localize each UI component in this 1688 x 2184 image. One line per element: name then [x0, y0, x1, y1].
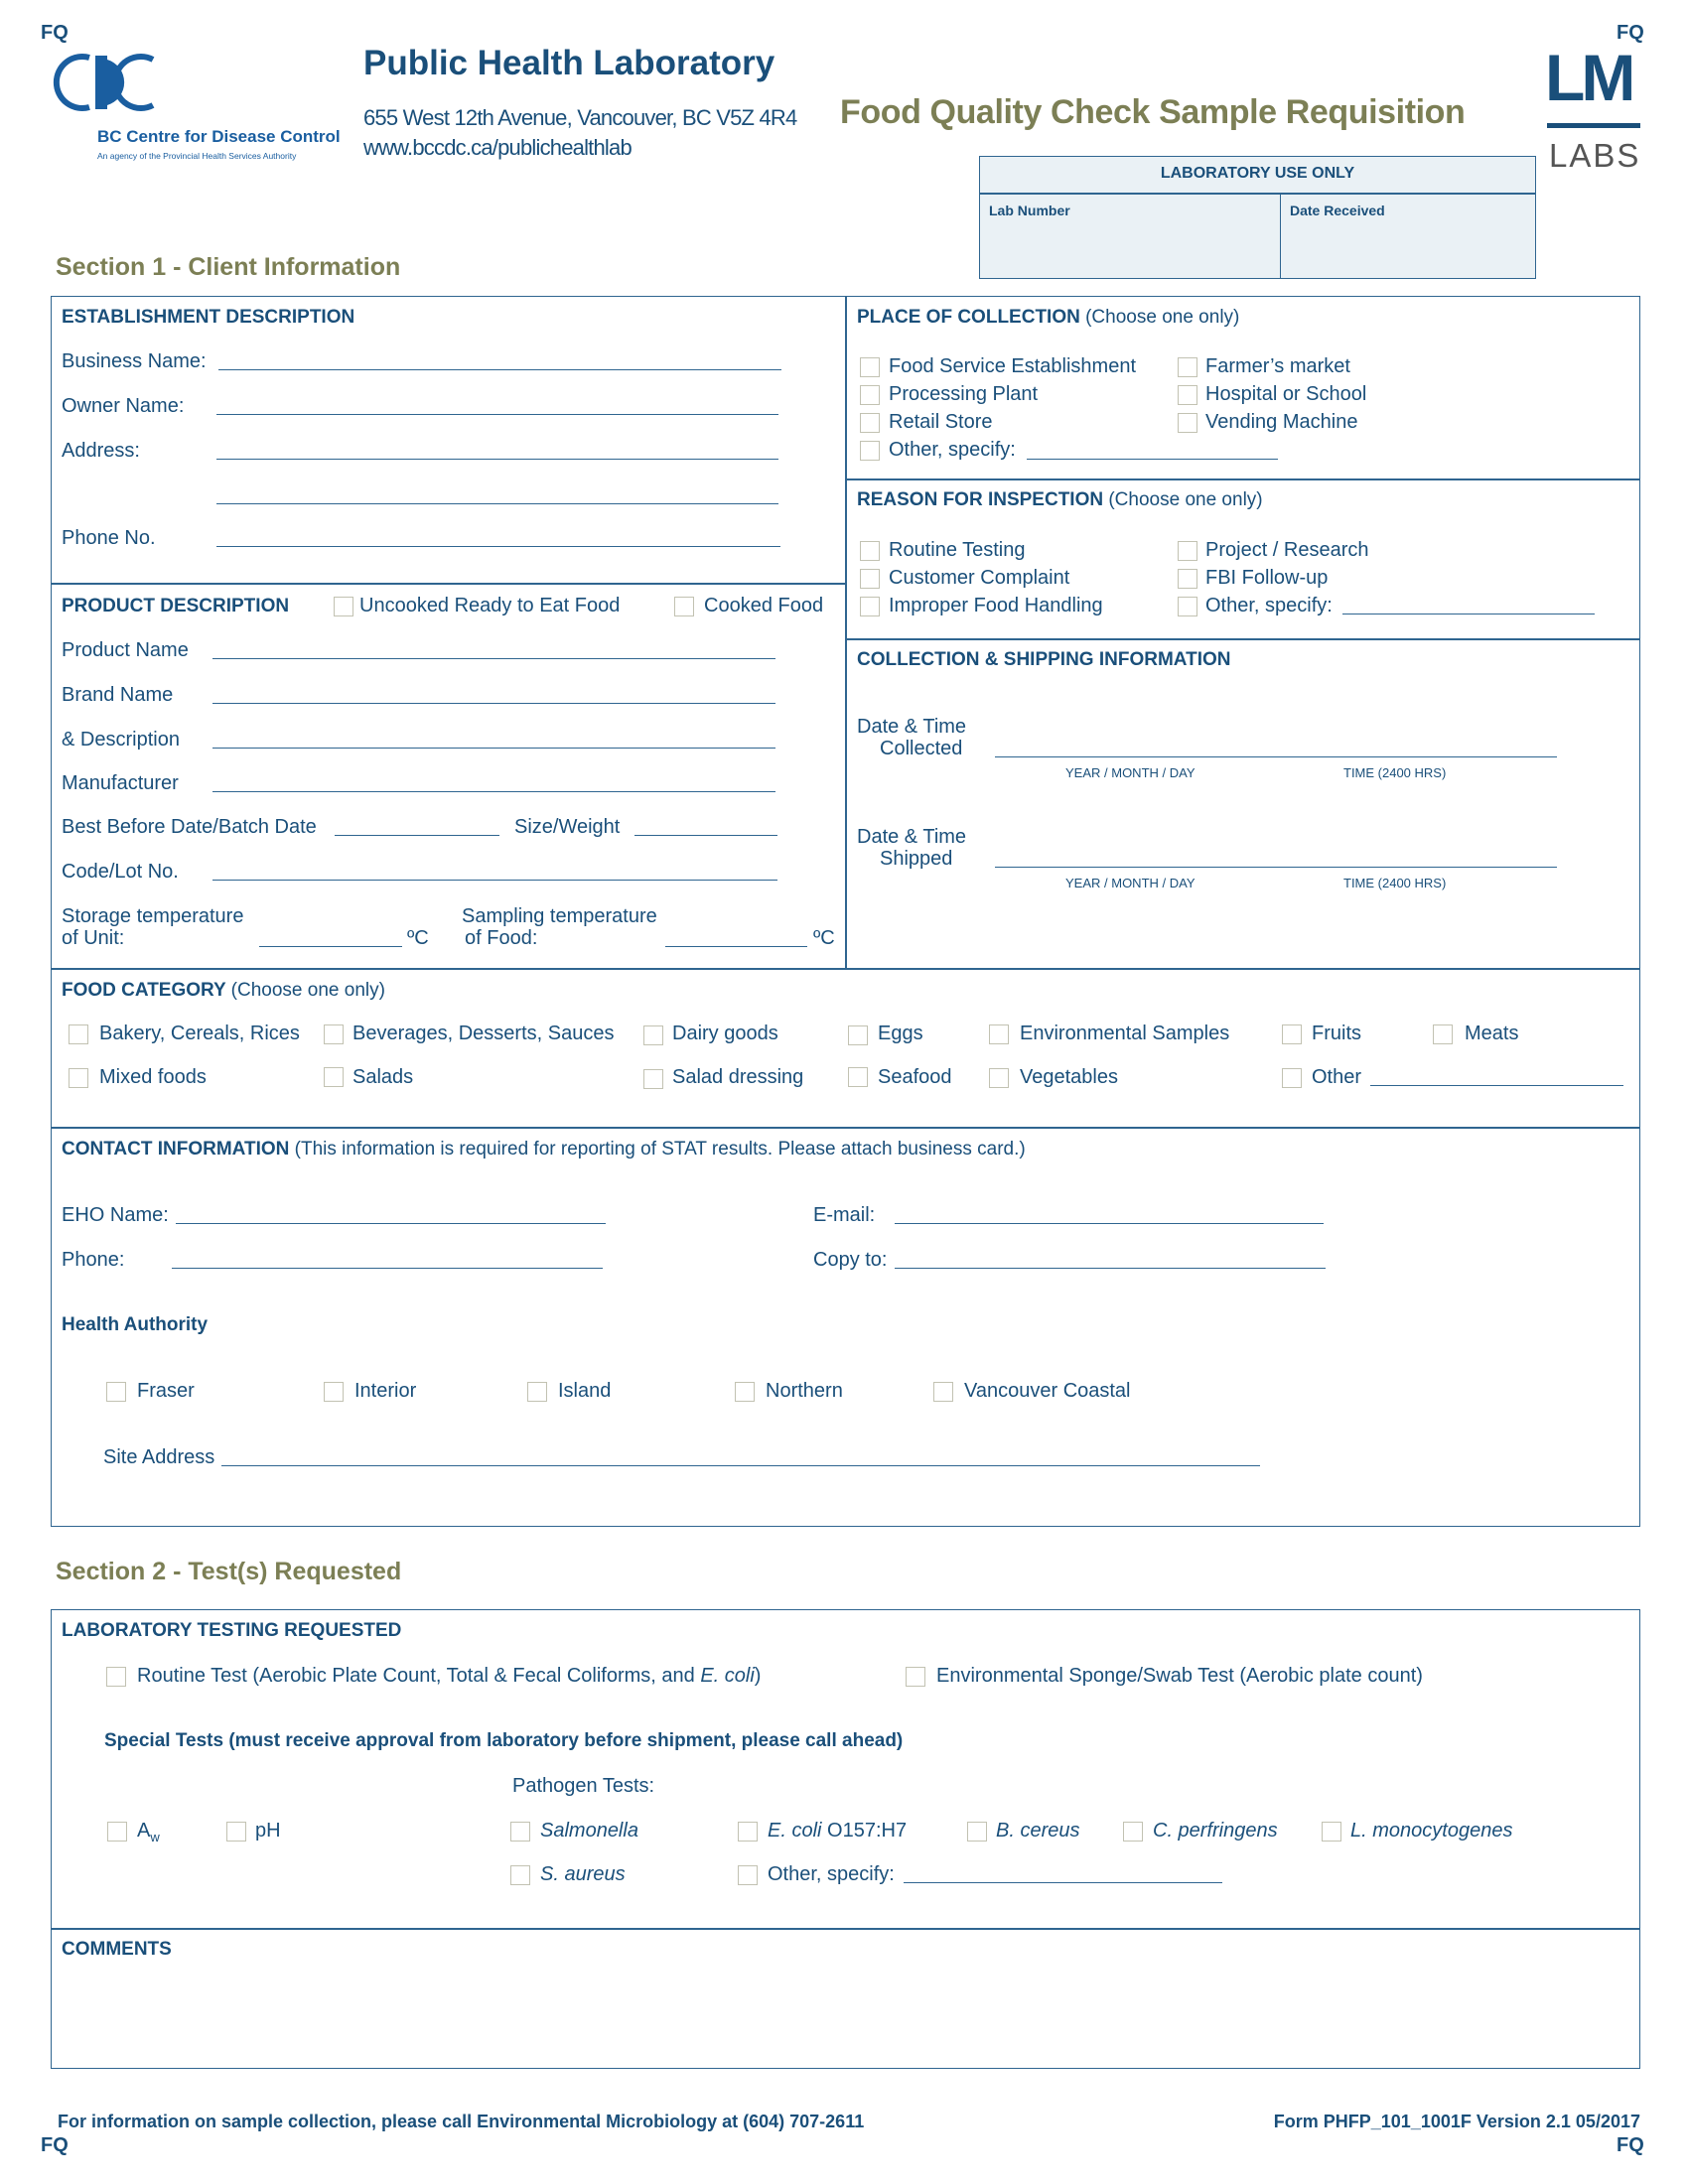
- product-name-field[interactable]: [212, 658, 775, 659]
- cperfringens-checkbox[interactable]: [1123, 1822, 1143, 1842]
- reason-heading: REASON FOR INSPECTION: [857, 489, 1104, 510]
- product-name-label: Product Name: [62, 639, 189, 661]
- description-label: & Description: [62, 729, 180, 751]
- uncooked-label: Uncooked Ready to Eat Food: [359, 595, 621, 616]
- lab-title: Public Health Laboratory: [363, 44, 775, 82]
- category-option: Vegetables: [1020, 1066, 1118, 1088]
- salad-dressing-checkbox[interactable]: [643, 1069, 663, 1089]
- reason-option: Customer Complaint: [889, 567, 1070, 589]
- lmonocytogenes-checkbox[interactable]: [1322, 1822, 1341, 1842]
- place-option: Hospital or School: [1205, 383, 1367, 405]
- date-hint: YEAR / MONTH / DAY: [1065, 765, 1196, 780]
- copy-to-label: Copy to:: [813, 1249, 888, 1271]
- fraser-checkbox[interactable]: [106, 1382, 126, 1402]
- place-other-checkbox[interactable]: [860, 441, 880, 461]
- meats-checkbox[interactable]: [1433, 1024, 1453, 1044]
- category-option: Eggs: [878, 1023, 923, 1044]
- pathogen-other-checkbox[interactable]: [738, 1865, 758, 1885]
- bcereus-checkbox[interactable]: [967, 1822, 987, 1842]
- address-field-line-2[interactable]: [216, 503, 778, 504]
- divider: [979, 193, 1536, 195]
- celsius-unit: ºC: [813, 927, 835, 949]
- place-option: Food Service Establishment: [889, 355, 1137, 377]
- routine-test-close: ): [754, 1665, 762, 1687]
- time-hint: TIME (2400 HRS): [1343, 765, 1447, 780]
- authority-option: Island: [558, 1380, 612, 1402]
- lmonocytogenes-label: L. monocytogenes: [1350, 1820, 1513, 1842]
- section-1-title: Section 1 - Client Information: [56, 253, 401, 281]
- lab-url[interactable]: www.bccdc.ca/publichealthlab: [363, 135, 632, 160]
- routine-test-text: Routine Test (Aerobic Plate Count, Total & Fecal Coliforms, and: [137, 1665, 701, 1687]
- divider: [845, 296, 847, 968]
- celsius-unit: ºC: [407, 927, 429, 949]
- date-hint: YEAR / MONTH / DAY: [1065, 876, 1196, 890]
- hospital-school-checkbox[interactable]: [1178, 385, 1197, 405]
- address-field[interactable]: [216, 459, 778, 460]
- divider: [51, 968, 1640, 970]
- category-option: Salads: [352, 1066, 414, 1088]
- vancouver-coastal-checkbox[interactable]: [933, 1382, 953, 1402]
- phone-field[interactable]: [216, 546, 780, 547]
- retail-store-checkbox[interactable]: [860, 413, 880, 433]
- processing-plant-checkbox[interactable]: [860, 385, 880, 405]
- authority-option: Vancouver Coastal: [964, 1380, 1131, 1402]
- corner-mark: FQ: [1617, 2134, 1644, 2156]
- lab-use-title: LABORATORY USE ONLY: [1160, 165, 1355, 182]
- improper-handling-checkbox[interactable]: [860, 597, 880, 616]
- section-2-title: Section 2 - Test(s) Requested: [56, 1558, 402, 1585]
- contact-note: (This information is required for reporting of STAT results. Please attach business card.): [294, 1139, 1026, 1160]
- pathogen-other-label: Other, specify:: [768, 1863, 895, 1885]
- brand-name-label: Brand Name: [62, 684, 174, 706]
- reason-option: FBI Follow-up: [1205, 567, 1329, 589]
- saureus-label: S. aureus: [540, 1863, 626, 1885]
- beverages-checkbox[interactable]: [324, 1024, 344, 1044]
- date-shipped-field[interactable]: [995, 867, 1557, 868]
- environmental-test-label: Environmental Sponge/Swab Test (Aerobic plate count): [936, 1665, 1423, 1687]
- site-address-field[interactable]: [221, 1465, 1260, 1466]
- eho-name-label: EHO Name:: [62, 1204, 169, 1226]
- farmers-market-checkbox[interactable]: [1178, 357, 1197, 377]
- category-option: Other: [1312, 1066, 1362, 1088]
- cperfringens-label: C. perfringens: [1153, 1820, 1278, 1842]
- size-weight-field[interactable]: [634, 835, 777, 836]
- environmental-test-checkbox[interactable]: [906, 1667, 925, 1687]
- customer-complaint-checkbox[interactable]: [860, 569, 880, 589]
- product-heading: PRODUCT DESCRIPTION: [62, 596, 290, 616]
- fruits-checkbox[interactable]: [1282, 1024, 1302, 1044]
- manufacturer-field[interactable]: [212, 791, 775, 792]
- salmonella-checkbox[interactable]: [510, 1822, 530, 1842]
- uncooked-checkbox[interactable]: [334, 597, 353, 616]
- bcereus-label: B. cereus: [996, 1820, 1080, 1842]
- divider: [51, 1127, 1640, 1129]
- saureus-checkbox[interactable]: [510, 1865, 530, 1885]
- sampling-temp-label: Sampling temperature: [462, 905, 657, 927]
- ecoli-o157-checkbox[interactable]: [738, 1822, 758, 1842]
- comments-field[interactable]: [53, 1971, 1638, 2067]
- shipped-label: Date & Time: [857, 826, 967, 848]
- corner-mark: FQ: [1617, 22, 1644, 44]
- category-option: Dairy goods: [672, 1023, 778, 1044]
- divider: [51, 1928, 1640, 1930]
- place-heading: PLACE OF COLLECTION: [857, 307, 1080, 328]
- collection-heading: COLLECTION & SHIPPING INFORMATION: [857, 649, 1231, 670]
- labs-logo: LABS: [1549, 137, 1641, 174]
- food-category-heading: FOOD CATEGORY: [62, 980, 226, 1001]
- category-option: Environmental Samples: [1020, 1023, 1230, 1044]
- authority-option: Interior: [354, 1380, 417, 1402]
- aw-text: A: [137, 1820, 151, 1842]
- form-title: Food Quality Check Sample Requisition: [840, 93, 1466, 131]
- category-option: Mixed foods: [99, 1066, 207, 1088]
- aw-label: [137, 1820, 160, 1844]
- salads-checkbox[interactable]: [324, 1067, 344, 1087]
- code-lot-label: Code/Lot No.: [62, 861, 179, 883]
- divider: [845, 638, 1640, 640]
- testing-heading: LABORATORY TESTING REQUESTED: [62, 1620, 402, 1641]
- place-option: Farmer’s market: [1205, 355, 1350, 377]
- site-address-label: Site Address: [103, 1446, 215, 1468]
- category-option: Salad dressing: [672, 1066, 804, 1088]
- contact-heading: CONTACT INFORMATION: [62, 1139, 290, 1160]
- best-before-label: Best Before Date/Batch Date: [62, 816, 317, 838]
- storage-temp-label-2: of Unit:: [62, 927, 125, 949]
- address-label: Address:: [62, 440, 140, 462]
- food-service-checkbox[interactable]: [860, 357, 880, 377]
- description-field[interactable]: [212, 748, 775, 749]
- business-name-field[interactable]: [218, 369, 781, 370]
- reason-option: Improper Food Handling: [889, 595, 1103, 616]
- category-option: Fruits: [1312, 1023, 1361, 1044]
- divider: [51, 583, 845, 585]
- reason-option: Other, specify:: [1205, 595, 1333, 616]
- reason-option: Project / Research: [1205, 539, 1369, 561]
- divider: [1280, 193, 1281, 279]
- aw-subscript: w: [150, 1830, 160, 1844]
- routine-test-label: [137, 1665, 761, 1688]
- aw-checkbox[interactable]: [107, 1822, 127, 1842]
- size-weight-label: Size/Weight: [514, 816, 621, 838]
- health-authority-heading: Health Authority: [62, 1314, 209, 1335]
- sampling-temp-field[interactable]: [665, 946, 807, 947]
- category-other-field[interactable]: [1370, 1085, 1623, 1086]
- special-tests-heading: Special Tests (must receive approval from laboratory before shipment, please call ahead): [104, 1730, 904, 1751]
- place-option: Other, specify:: [889, 439, 1016, 461]
- pathogen-tests-label: Pathogen Tests:: [512, 1775, 655, 1797]
- fbi-followup-checkbox[interactable]: [1178, 569, 1197, 589]
- routine-testing-checkbox[interactable]: [860, 541, 880, 561]
- bakery-checkbox[interactable]: [69, 1024, 88, 1044]
- ecoli-text: E. coli: [768, 1820, 822, 1842]
- collected-label: Date & Time: [857, 716, 967, 738]
- place-option: Vending Machine: [1205, 411, 1358, 433]
- code-lot-field[interactable]: [212, 880, 777, 881]
- email-field[interactable]: [895, 1223, 1324, 1224]
- reason-other-checkbox[interactable]: [1178, 597, 1197, 616]
- lm-logo: LM: [1545, 41, 1632, 114]
- category-option: Bakery, Cereals, Rices: [99, 1023, 300, 1044]
- org-name: BC Centre for Disease Control: [97, 127, 341, 146]
- authority-option: Fraser: [137, 1380, 195, 1402]
- category-other-checkbox[interactable]: [1282, 1068, 1302, 1088]
- place-option: Processing Plant: [889, 383, 1039, 405]
- cooked-label: Cooked Food: [704, 595, 824, 616]
- lab-address: 655 West 12th Avenue, Vancouver, BC V5Z 4R4: [363, 105, 797, 130]
- establishment-heading: ESTABLISHMENT DESCRIPTION: [62, 307, 355, 328]
- seafood-checkbox[interactable]: [848, 1067, 868, 1087]
- cooked-checkbox[interactable]: [674, 597, 694, 616]
- category-option: Meats: [1465, 1023, 1519, 1044]
- interior-checkbox[interactable]: [324, 1382, 344, 1402]
- environmental-checkbox[interactable]: [989, 1024, 1009, 1044]
- vegetables-checkbox[interactable]: [989, 1068, 1009, 1088]
- island-checkbox[interactable]: [527, 1382, 547, 1402]
- comments-heading: COMMENTS: [62, 1939, 172, 1960]
- authority-option: Northern: [766, 1380, 843, 1402]
- owner-name-field[interactable]: [216, 414, 778, 415]
- northern-checkbox[interactable]: [735, 1382, 755, 1402]
- food-category-note: (Choose one only): [230, 980, 385, 1001]
- logo-divider: [1547, 123, 1640, 128]
- corner-mark: FQ: [41, 22, 69, 44]
- place-other-field[interactable]: [1027, 459, 1278, 460]
- ph-checkbox[interactable]: [226, 1822, 246, 1842]
- project-research-checkbox[interactable]: [1178, 541, 1197, 561]
- email-label: E-mail:: [813, 1204, 876, 1226]
- business-name-label: Business Name:: [62, 350, 207, 372]
- best-before-field[interactable]: [335, 835, 499, 836]
- eho-name-field[interactable]: [176, 1223, 606, 1224]
- collected-label-2: Collected: [880, 738, 963, 759]
- salmonella-label: Salmonella: [540, 1820, 638, 1842]
- form-id: Form PHFP_101_1001F Version 2.1 05/2017: [1273, 2112, 1640, 2131]
- manufacturer-label: Manufacturer: [62, 772, 179, 794]
- ecoli-strain: O157:H7: [821, 1820, 908, 1842]
- owner-name-label: Owner Name:: [62, 395, 185, 417]
- bccdc-logo-icon: [50, 52, 161, 113]
- time-hint: TIME (2400 HRS): [1343, 876, 1447, 890]
- category-option: Beverages, Desserts, Sauces: [352, 1023, 615, 1044]
- date-received-field: Date Received: [1290, 203, 1385, 218]
- copy-to-field[interactable]: [895, 1268, 1326, 1269]
- corner-mark: FQ: [41, 2134, 69, 2156]
- ph-label: pH: [255, 1820, 281, 1842]
- ecoli-text: E. coli: [700, 1665, 755, 1687]
- reason-note: (Choose one only): [1108, 489, 1263, 510]
- reason-option: Routine Testing: [889, 539, 1026, 561]
- footer-info: For information on sample collection, please call Environmental Microbiology at (604) 707-2611: [58, 2112, 865, 2131]
- ecoli-o157-label: [768, 1820, 907, 1843]
- vending-machine-checkbox[interactable]: [1178, 413, 1197, 433]
- eggs-checkbox[interactable]: [848, 1025, 868, 1045]
- dairy-checkbox[interactable]: [643, 1025, 663, 1045]
- storage-temp-label: Storage temperature: [62, 905, 244, 927]
- place-option: Retail Store: [889, 411, 993, 433]
- routine-test-checkbox[interactable]: [106, 1667, 126, 1687]
- brand-name-field[interactable]: [212, 703, 775, 704]
- place-note: (Choose one only): [1085, 307, 1240, 328]
- date-collected-field[interactable]: [995, 756, 1557, 757]
- mixed-foods-checkbox[interactable]: [69, 1068, 88, 1088]
- lab-number-field: Lab Number: [989, 203, 1070, 218]
- shipped-label-2: Shipped: [880, 848, 953, 870]
- contact-phone-label: Phone:: [62, 1249, 125, 1271]
- pathogen-other-field[interactable]: [904, 1882, 1222, 1883]
- contact-phone-field[interactable]: [172, 1268, 603, 1269]
- storage-temp-field[interactable]: [259, 946, 402, 947]
- org-subtitle: An agency of the Provincial Health Services Authority: [97, 151, 297, 161]
- category-option: Seafood: [878, 1066, 952, 1088]
- sampling-temp-label-2: of Food:: [465, 927, 538, 949]
- phone-label: Phone No.: [62, 527, 156, 549]
- divider: [845, 478, 1640, 480]
